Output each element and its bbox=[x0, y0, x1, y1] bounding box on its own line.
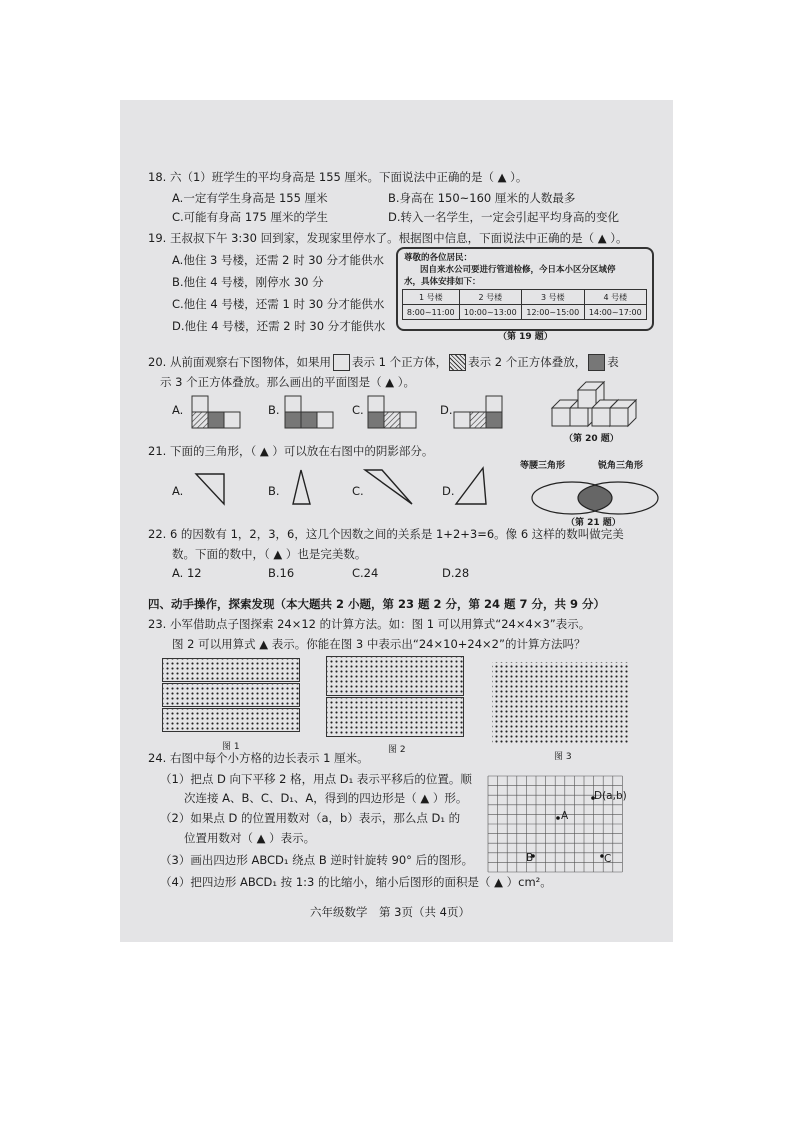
point-a bbox=[556, 816, 560, 820]
fig1-caption: 图 1 bbox=[222, 742, 240, 752]
isosceles-triangle-option-b bbox=[293, 470, 310, 504]
obtuse-triangle-option-c bbox=[365, 470, 412, 504]
q24-part2-line2: 位置用数对（ ▲ ）表示。 bbox=[184, 831, 316, 845]
label-point-a: A bbox=[561, 810, 569, 822]
notice-body-line: 因自来水公司要进行管道检修，今日本小区分区域停 bbox=[420, 265, 616, 275]
q20-option-c-label: C. bbox=[352, 403, 364, 417]
time-cell: 14:00~17:00 bbox=[584, 305, 646, 320]
time-cell: 12:00~15:00 bbox=[522, 305, 584, 320]
acute-triangle-option-d bbox=[456, 468, 486, 504]
building-cell: 2 号楼 bbox=[459, 290, 521, 305]
q24-part2-line1: （2）如果点 D 的位置用数对（a，b）表示，那么点 D₁ 的 bbox=[160, 811, 461, 825]
time-cell: 10:00~13:00 bbox=[459, 305, 521, 320]
right-triangle-option-a bbox=[196, 474, 224, 504]
q20-option-b-label: B. bbox=[268, 403, 280, 417]
fig1-dot-block bbox=[162, 708, 300, 732]
q20-stem-part: 表示 1 个正方体， bbox=[351, 355, 448, 369]
q23-stem-line2: 图 2 可以用算式 ▲ 表示。你能在图 3 中表示出“24×10+24×2”的计算方法吗？ bbox=[172, 637, 586, 651]
q19-option-a: A.他住 3 号楼，还需 2 时 30 分才能供水 bbox=[172, 253, 385, 267]
q24-stem: 24. 右图中每个小方格的边长表示 1 厘米。 bbox=[148, 751, 369, 765]
q21-option-d-label: D. bbox=[442, 484, 455, 498]
q24-part3: （3）画出四边形 ABCD₁ 绕点 B 逆时针旋转 90° 后的图形。 bbox=[160, 853, 474, 867]
q22-stem-line2: 数。下面的数中，（ ▲ ）也是完美数。 bbox=[172, 547, 367, 561]
single-cube-square-icon bbox=[333, 354, 350, 371]
exam-page bbox=[120, 100, 673, 942]
q20-option-d-label: D. bbox=[440, 403, 453, 417]
q20-stem-line2: 示 3 个正方体叠放。那么画出的平面图是（ ▲ ）。 bbox=[160, 375, 416, 389]
q24-part1-line1: （1）把点 D 向下平移 2 格，用点 D₁ 表示平移后的位置。顺 bbox=[160, 772, 472, 786]
page-footer: 六年级数学 第 3页（共 4页） bbox=[310, 905, 470, 919]
q20-option-a-label: A. bbox=[172, 403, 184, 417]
q22-option-a: A. 12 bbox=[172, 566, 202, 580]
q18-option-a: A.一定有学生身高是 155 厘米 bbox=[172, 191, 328, 205]
q21-option-c-label: C. bbox=[352, 484, 364, 498]
q19-option-b: B.他住 4 号楼，刚停水 30 分 bbox=[172, 275, 324, 289]
q20-stem-part: 表 bbox=[607, 355, 619, 369]
building-cell: 3 号楼 bbox=[522, 290, 584, 305]
fig3-caption: 图 3 bbox=[554, 752, 572, 762]
q22-option-d: D.28 bbox=[442, 566, 470, 580]
fig2-dot-block bbox=[326, 656, 464, 696]
q24-part4: （4）把四边形 ABCD₁ 按 1:3 的比缩小，缩小后图形的面积是（ ▲ ）cm²。 bbox=[160, 875, 552, 889]
q20-stem-part: 20. 从前面观察右下图物体，如果用 bbox=[148, 355, 331, 369]
q20-stem-line1 bbox=[148, 354, 619, 371]
q22-stem-line1: 22. 6 的因数有 1，2，3，6，这几个因数之间的关系是 1+2+3=6。像 6 这样的数叫做完美 bbox=[148, 527, 624, 541]
building-cell: 1 号楼 bbox=[403, 290, 460, 305]
q19-stem: 19. 王叔叔下午 3:30 回到家，发现家里停水了。根据图中信息，下面说法中正确的是（ ▲ ）。 bbox=[148, 231, 628, 245]
q18-option-c: C.可能有身高 175 厘米的学生 bbox=[172, 210, 328, 224]
q20-stem-part: 表示 2 个正方体叠放， bbox=[468, 355, 587, 369]
water-notice-board bbox=[396, 247, 654, 331]
label-point-c: C bbox=[604, 853, 612, 865]
q23-stem-line1: 23. 小军借助点子图探索 24×12 的计算方法。如：图 1 可以用算式“24×4×3”表示。 bbox=[148, 617, 591, 631]
venn-label-isosceles: 等腰三角形 bbox=[520, 461, 566, 471]
section-4-title: 四、动手操作，探索发现（本大题共 2 小题，第 23 题 2 分，第 24 题 7 分，共 9 分） bbox=[148, 597, 606, 611]
q19-caption: （第 19 题） bbox=[498, 332, 553, 342]
building-cell: 4 号楼 bbox=[584, 290, 646, 305]
fig2-dot-block bbox=[326, 697, 464, 737]
q21-option-b-label: B. bbox=[268, 484, 280, 498]
hatched-square-icon bbox=[449, 354, 466, 371]
label-point-d: D(a,b) bbox=[594, 790, 627, 802]
q20-caption: （第 20 题） bbox=[564, 434, 619, 444]
q21-option-a-label: A. bbox=[172, 484, 184, 498]
q22-option-b: B.16 bbox=[268, 566, 295, 580]
fig3-dot-grid bbox=[492, 662, 628, 744]
q20-cube-stack-figure bbox=[548, 386, 638, 436]
venn-label-acute: 锐角三角形 bbox=[598, 461, 644, 471]
dark-square-icon bbox=[588, 354, 605, 371]
q24-part1-line2: 次连接 A、B、C、D₁、A，得到的四边形是（ ▲ ）形。 bbox=[184, 791, 468, 805]
notice-greeting: 尊敬的各位居民： bbox=[404, 253, 473, 263]
q21-caption: （第 21 题） bbox=[566, 518, 621, 528]
q19-option-c: C.他住 4 号楼，还需 1 时 30 分才能供水 bbox=[172, 297, 385, 311]
q21-stem: 21. 下面的三角形，（ ▲ ）可以放在右图中的阴影部分。 bbox=[148, 444, 434, 458]
water-schedule-table bbox=[402, 289, 647, 320]
label-point-b: B bbox=[526, 852, 534, 864]
q18-stem: 18. 六（1）班学生的平均身高是 155 厘米。下面说法中正确的是（ ▲ ）。 bbox=[148, 170, 528, 184]
notice-body-line: 水，具体安排如下： bbox=[404, 277, 481, 287]
q22-option-c: C.24 bbox=[352, 566, 379, 580]
q18-option-d: D.转入一名学生，一定会引起平均身高的变化 bbox=[388, 210, 620, 224]
fig1-dot-block bbox=[162, 658, 300, 682]
q21-triangle-options bbox=[120, 462, 520, 512]
q19-option-d: D.他住 4 号楼，还需 2 时 30 分才能供水 bbox=[172, 319, 386, 333]
time-cell: 8:00~11:00 bbox=[403, 305, 460, 320]
fig2-caption: 图 2 bbox=[388, 745, 406, 755]
q18-option-b: B.身高在 150~160 厘米的人数最多 bbox=[388, 191, 576, 205]
fig1-dot-block bbox=[162, 683, 300, 707]
